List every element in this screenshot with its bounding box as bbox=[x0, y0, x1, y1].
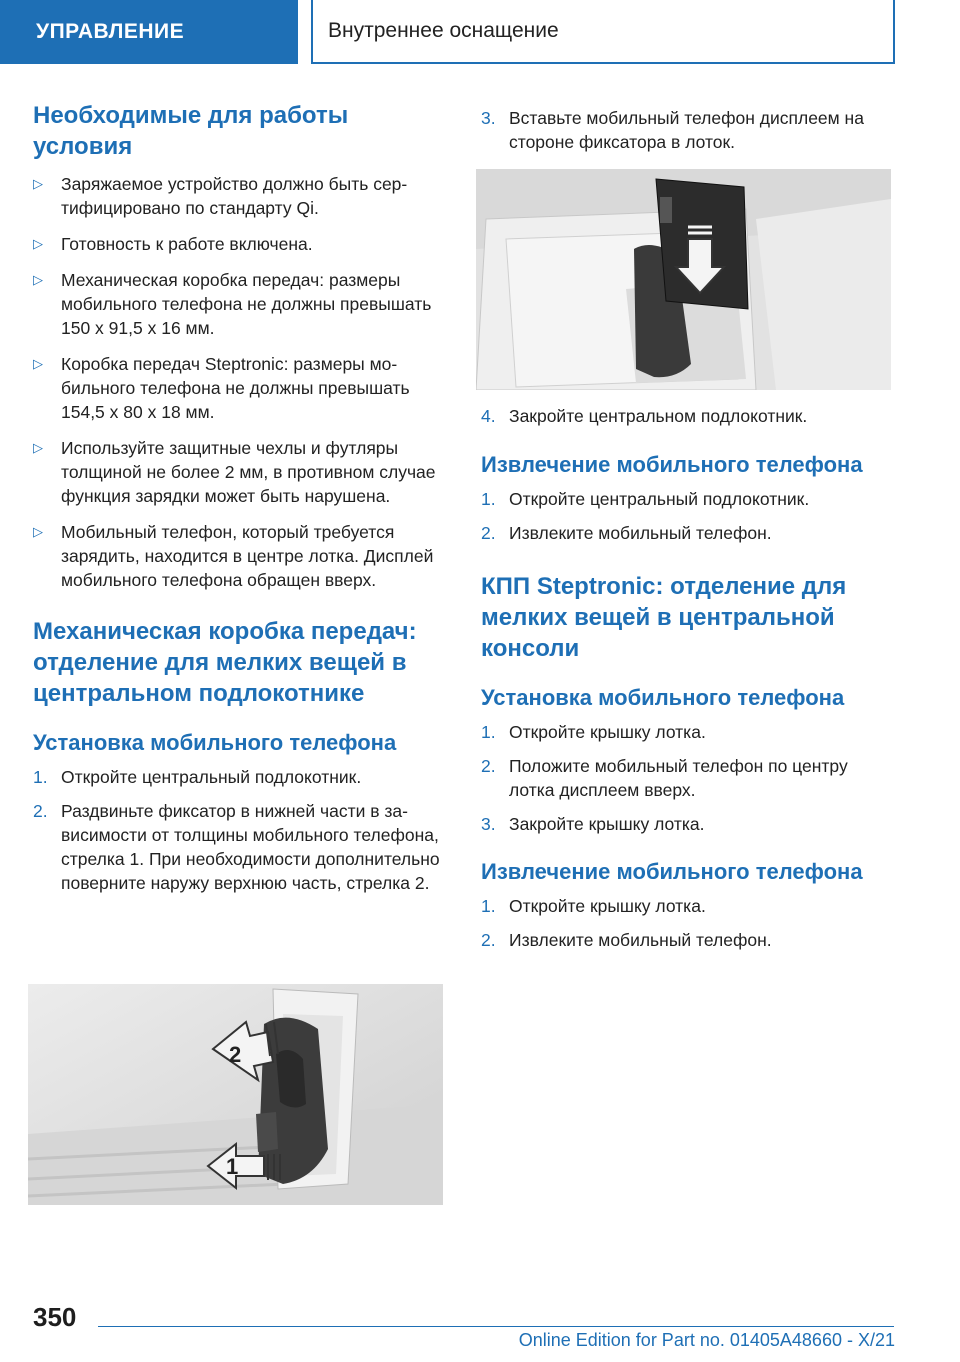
triangle-bullet-icon: ▷ bbox=[33, 356, 43, 371]
triangle-bullet-icon: ▷ bbox=[33, 524, 43, 539]
install-heading: Установка мобильного телефона bbox=[33, 730, 397, 755]
list-item: 3. Закройте крышку лотка. bbox=[481, 814, 705, 834]
remove2-steps bbox=[481, 894, 891, 952]
install-steps-continued bbox=[481, 106, 891, 154]
phone-insert-photo bbox=[476, 169, 891, 390]
remove-steps bbox=[481, 487, 891, 545]
install-steps-end bbox=[481, 404, 891, 428]
triangle-bullet-icon: ▷ bbox=[33, 236, 43, 251]
list-item: 2. Извлеките мобильный телефон. bbox=[481, 930, 772, 950]
right-column bbox=[481, 106, 891, 154]
right-column-lower bbox=[481, 404, 891, 952]
install-steps bbox=[33, 765, 443, 895]
list-item: 2. Положите мобильный телефон по центру лотка дисплеем вверх. bbox=[481, 756, 848, 800]
arrow-label-2: 2 bbox=[229, 1042, 242, 1067]
list-item: 2. Раздвиньте фиксатор в нижней части в зависимости от толщины мобильного телефона, стрелка 1. При необходимости дополнительно поверните наружу верхнюю часть, стрелка 2. bbox=[33, 801, 440, 893]
list-item: 2. Извлеките мобильный телефон. bbox=[481, 523, 772, 543]
remove2-heading: Извлечение мобильного телефона bbox=[481, 859, 863, 884]
footer-divider bbox=[98, 1326, 894, 1327]
header-chapter-title: Внутреннее оснащение bbox=[311, 0, 895, 64]
conditions-heading: Необходимые для работы условия bbox=[33, 102, 349, 160]
remove-heading: Извлечение мобильного телефона bbox=[481, 452, 863, 477]
armrest-fixer-photo bbox=[28, 984, 443, 1205]
arrow-label-1: 1 bbox=[226, 1154, 239, 1179]
list-item: ▷ Коробка передач Steptronic: размеры мобильного телефона не должны превышать 154,5 x 80 x 18 мм. bbox=[33, 354, 410, 422]
header-section-tab: УПРАВЛЕНИЕ bbox=[0, 0, 298, 64]
steptronic-heading: КПП Steptronic: отделение для мелких вещей в центральной консоли bbox=[481, 573, 847, 662]
list-item: 4. Закройте центральном подлокотник. bbox=[481, 406, 808, 426]
list-item: 1. Откройте крышку лотка. bbox=[481, 722, 706, 742]
install2-heading: Установка мобильного телефона bbox=[481, 685, 845, 710]
triangle-bullet-icon: ▷ bbox=[33, 440, 43, 455]
list-item: ▷ Готовность к работе включена. bbox=[33, 234, 313, 254]
footer-edition: Online Edition for Part no. 01405A48660 - X/21 bbox=[518, 1330, 895, 1350]
list-item: ▷ Используйте защитные чехлы и футляры толщиной не более 2 мм, в противном случае функция зарядки может быть нарушена. bbox=[33, 438, 436, 506]
page-number: 350 bbox=[33, 1302, 77, 1332]
list-item: 1. Откройте центральный подлокотник. bbox=[33, 767, 362, 787]
conditions-list bbox=[33, 172, 443, 592]
manual-gearbox-heading: Механическая коробка передач: отделение для мелких вещей в центральном подлокотнике bbox=[33, 618, 417, 707]
list-item: ▷ Мобильный телефон, который требуется зарядить, находится в центре лотка. Дисплей мобильного телефона обращен вверх. bbox=[33, 522, 434, 590]
triangle-bullet-icon: ▷ bbox=[33, 272, 43, 287]
list-item: 3. Вставьте мобильный телефон дисплеем на стороне фиксатора в лоток. bbox=[481, 108, 864, 152]
list-item: 1. Откройте центральный подлокотник. bbox=[481, 489, 810, 509]
list-item: ▷ Заряжаемое устройство должно быть сертифицировано по стандарту Qi. bbox=[33, 174, 408, 218]
list-item: ▷ Механическая коробка передач: размеры мобильного телефона не должны превышать 150 x 91,5 x 16 мм. bbox=[33, 270, 432, 338]
triangle-bullet-icon: ▷ bbox=[33, 176, 43, 191]
left-column bbox=[33, 100, 443, 895]
list-item: 1. Откройте крышку лотка. bbox=[481, 896, 706, 916]
install2-steps bbox=[481, 720, 891, 836]
